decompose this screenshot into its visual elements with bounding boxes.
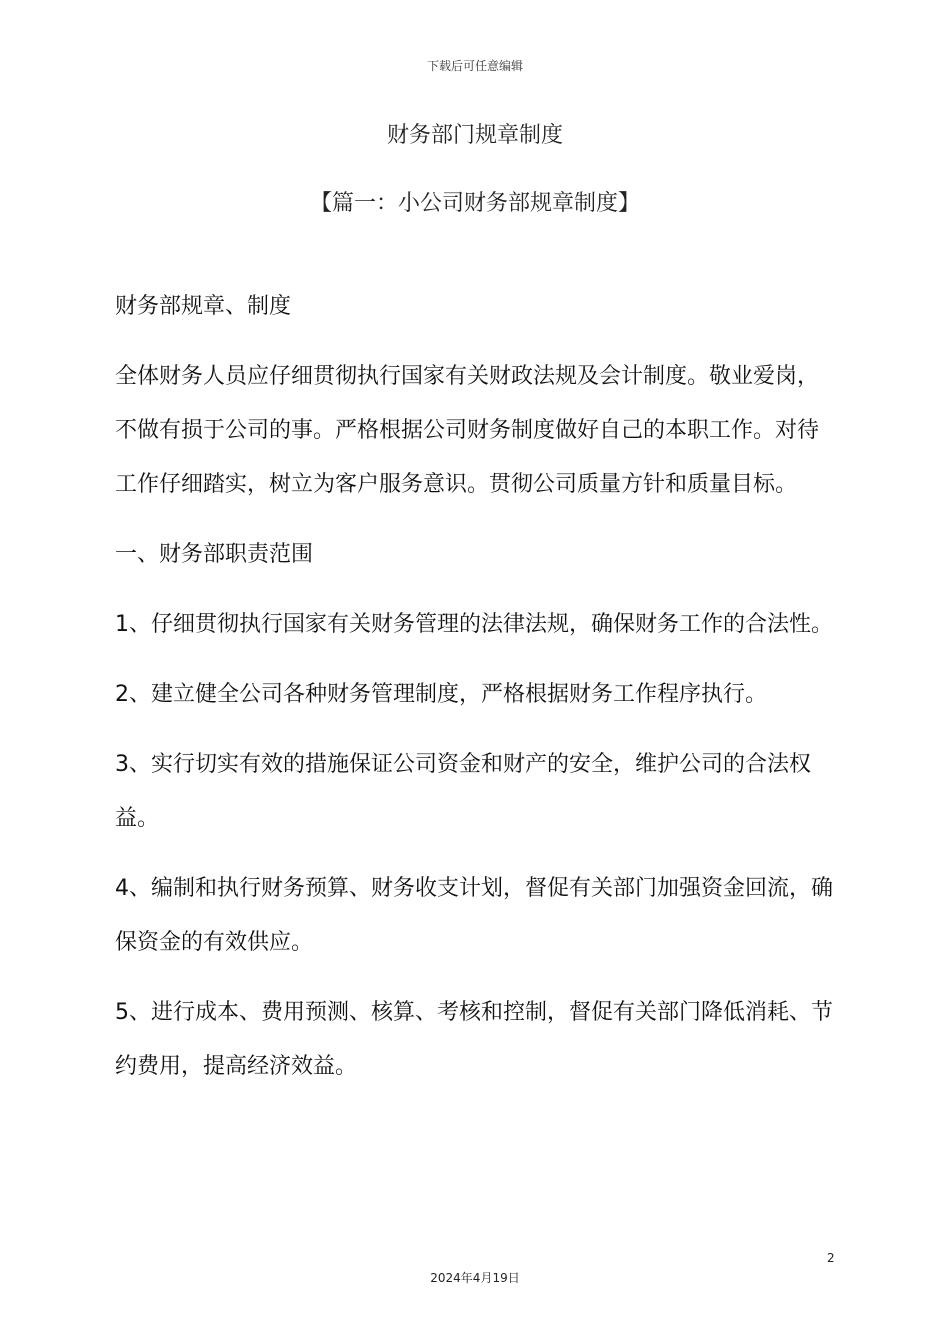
page-number: 2	[827, 1251, 835, 1265]
document-subtitle: 【篇一：小公司财务部规章制度】	[309, 191, 640, 216]
list-item: 4、编制和执行财务预算、财务收支计划，督促有关部门加强资金回流，确保资金的有效供应。	[115, 876, 833, 955]
section-heading: 一、财务部职责范围	[115, 542, 314, 567]
footer-date: 2024年4月19日	[430, 1271, 520, 1285]
section-heading: 财务部规章、制度	[115, 294, 292, 319]
page-header-note: 下载后可任意编辑	[426, 59, 523, 73]
paragraph: 全体财务人员应仔细贯彻执行国家有关财政法规及会计制度。敬业爱岗，不做有损于公司的事。严格根据公司财务制度做好自己的本职工作。对待工作仔细踏实，树立为客户服务意识。贯彻公司质量方针和质量目标。	[115, 364, 820, 497]
list-item: 1、仔细贯彻执行国家有关财务管理的法律法规，确保财务工作的合法性。	[115, 612, 833, 637]
document-title: 财务部门规章制度	[386, 123, 563, 148]
list-item: 3、实行切实有效的措施保证公司资金和财产的安全，维护公司的合法权益。	[115, 752, 811, 831]
list-item: 2、建立健全公司各种财务管理制度，严格根据财务工作程序执行。	[115, 682, 767, 707]
list-item: 5、进行成本、费用预测、核算、考核和控制，督促有关部门降低消耗、节约费用，提高经济效益。	[115, 1000, 833, 1079]
document-body	[115, 280, 837, 1094]
